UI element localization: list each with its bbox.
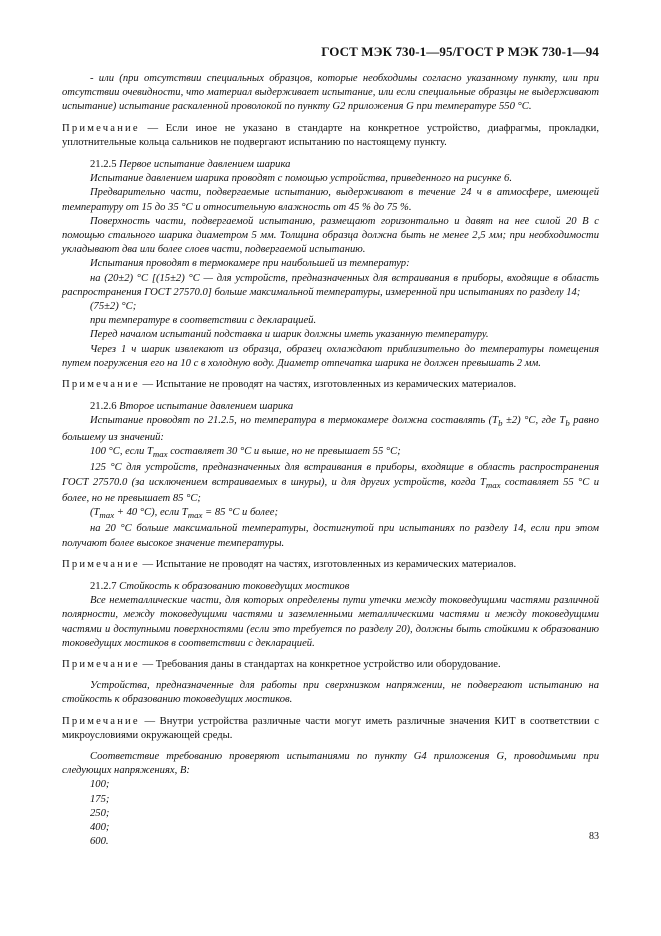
paragraph: на (20±2) °С [(15±2) °С — для устройств, предназначенных для встраивания в приборы, входящие в область распространения ГОСТ 27570.0] больше максимальной температуры, измеренной при испытаниях по разделу 14;	[62, 272, 599, 298]
text-run: (T	[90, 507, 100, 519]
subscript: max	[485, 479, 501, 490]
paragraph	[62, 506, 599, 522]
note-paragraph	[62, 378, 599, 392]
paragraph: Все неметаллические части, для которых определены пути утечки между токоведущими частями различной полярности, между токоведущими частями и заземленными металлическими частями и между токоведущими частями и доступными поверхностями (если это требуется по разделу 20), должны быть стойкими к образованию токоведущих мостиков в соответствии с декларацией.	[62, 595, 599, 649]
subscript: max	[99, 510, 115, 521]
note-paragraph	[62, 658, 599, 672]
section-title: Первое испытание давлением шарика	[119, 159, 291, 171]
text-run: = 85 °С и более;	[202, 507, 279, 519]
section-heading-21-2-6	[62, 400, 599, 414]
paragraph: при температуре в соответствии с декларацией.	[90, 315, 317, 327]
note-paragraph	[62, 558, 599, 572]
paragraph: Испытания проводят в термокамере при наибольшей из температур:	[90, 258, 410, 270]
paragraph: (75±2) °С;	[90, 301, 137, 313]
text-run: составляет 30 °С и выше, но не превышает 55 °С;	[167, 445, 401, 457]
section-heading-21-2-7	[62, 580, 599, 594]
paragraph: Устройства, предназначенные для работы при сверхнизком напряжении, не подвергают испытанию на стойкость к образованию токоведущих мостиков.	[62, 680, 599, 706]
text-run: Испытание проводят по 21.2.5, но температура в термокамере должна составлять (T	[90, 415, 499, 427]
voltage-list-item: 250;	[90, 807, 110, 819]
paragraph: Соответствие требованию проверяют испытаниями по пункту G4 приложения G, проводимыми при следующих напряжениях, В:	[62, 750, 599, 777]
paragraph: на 20 °С больше максимальной температуры, достигнутой при испытаниях по разделу 14, если при этом получают более высокое значение температуры.	[62, 523, 599, 549]
note-lead: Примечание	[62, 379, 140, 391]
paragraph: Поверхность части, подвергаемой испытанию, размещают горизонтально и давят на нее силой 20 В с помощью стального шарика диаметром 5 мм. Толщина образца должна быть не менее 2,5 мм; при необходимости укладывают два или более слоев части, подвергаемой испытанию.	[62, 215, 599, 256]
note-text: — Требования даны в стандартах на конкретное устройство или оборудование.	[139, 658, 501, 670]
text-run: составляет 55 °С и более, но не превышает 85 °С;	[62, 476, 599, 504]
voltage-list-item: 400;	[90, 821, 110, 833]
subscript: b	[565, 418, 570, 429]
note-text: — Испытание не проводят на частях, изготовленных из керамических материалов.	[139, 379, 517, 391]
page-number: 83	[589, 831, 599, 842]
section-number: 21.2.7	[90, 580, 117, 592]
note-lead: Примечание	[62, 658, 140, 670]
page-header: ГОСТ МЭК 730-1—95/ГОСТ Р МЭК 730-1—94	[321, 44, 599, 59]
voltage-list-item: 100;	[90, 779, 110, 791]
text-run: 100 °С, если T	[90, 445, 153, 457]
section-title: Стойкость к образованию токоведущих мостиков	[119, 580, 350, 592]
note-paragraph	[62, 122, 599, 150]
text-run: 125 °С для устройств, предназначенных для встраивания в приборы, входящие в область распространения ГОСТ 27570.0 (за исключением встраиваемых в шнуры), и для других устройств, когда T	[62, 462, 599, 488]
note-text: — Если иное не указано в стандарте на конкретное устройство, диафрагмы, прокладки, уплотнительные кольца сальников не подвергают испытанию по настоящему пункту.	[62, 122, 599, 148]
voltage-list-item: 175;	[90, 793, 110, 805]
section-number: 21.2.5	[90, 159, 117, 171]
paragraph	[62, 461, 599, 506]
document-body	[62, 72, 599, 849]
section-heading-21-2-5	[62, 158, 599, 172]
text-run: равно большему из значений:	[62, 415, 599, 443]
note-text: — Внутри устройства различные части могут иметь различные значения КИТ в соответствии с микроусловиями окружающей среды.	[62, 715, 599, 741]
paragraph: Через 1 ч шарик извлекают из образца, образец охлаждают приблизительно до температуры помещения путем погружения его на 10 с в холодную воду. Диаметр отпечатка шарика не должен превышать 2 мм.	[62, 343, 599, 369]
intro-paragraph: - или (при отсутствии специальных образцов, которые необходимы согласно указанному пункту, или при отсутствии очевидности, что материал выдерживает испытание, или если специальные образцы не выдерживают испытание) испытание раскаленной проволокой по пункту G2 приложения G при температуре 550 °С.	[62, 73, 599, 113]
note-paragraph	[62, 715, 599, 743]
paragraph	[62, 445, 599, 461]
text-run: ±2) °С, где T	[502, 415, 566, 427]
voltage-list-item: 600.	[90, 836, 109, 848]
paragraph: Предварительно части, подвергаемые испытанию, выдерживают в течение 24 ч в атмосфере, имеющей температуру от 15 до 35 °С и относительную влажность от 45 % до 75 %.	[62, 187, 599, 213]
paragraph: Перед началом испытаний подставка и шарик должны иметь указанную температуру.	[90, 329, 489, 341]
section-title: Второе испытание давлением шарика	[119, 401, 294, 413]
note-lead: Примечание	[62, 715, 140, 727]
note-text: — Испытание не проводят на частях, изготовленных из керамических материалов.	[139, 558, 517, 570]
section-number: 21.2.6	[90, 401, 117, 413]
subscript: b	[498, 418, 503, 429]
subscript: max	[187, 510, 203, 521]
subscript: max	[152, 449, 168, 460]
note-lead: Примечание	[62, 558, 140, 570]
text-run: + 40 °С), если T	[114, 507, 188, 519]
paragraph: Испытание давлением шарика проводят с помощью устройства, приведенного на рисунке 6.	[90, 173, 512, 185]
paragraph	[62, 414, 599, 445]
note-lead: Примечание	[62, 122, 140, 134]
